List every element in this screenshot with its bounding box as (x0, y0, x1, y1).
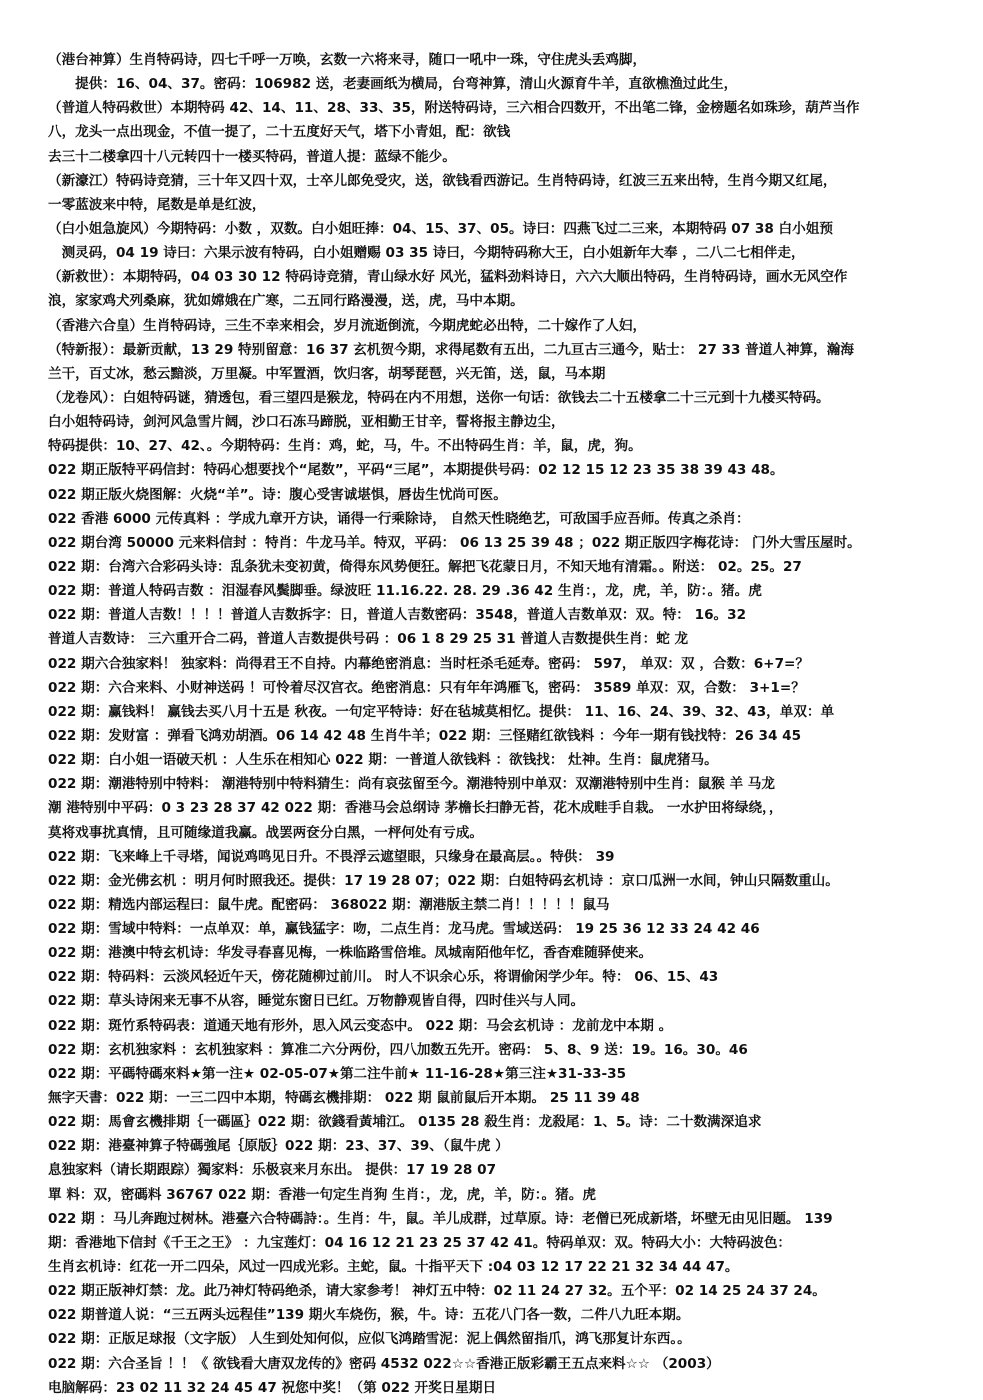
text-line: 022 期：平碼特碼來料★第一注★ 02-05-07★第二注牛前★ 11-16-28★第三注★31-33-35 (48, 1065, 627, 1082)
text-line: 022 期：斑竹系特码表：道通天地有形外，思入风云变态中。 022 期：马会玄机诗 ：龙前龙中本期 。 (48, 1017, 673, 1034)
text-line: 白小姐特码诗，剑河风急雪片阔，沙口石冻马蹄脱，亚相勤王甘辛，誓将报主静边尘， (48, 414, 565, 431)
text-line: 022 期台湾 50000 元来料信封 ：特肖：牛龙马羊。特双，平码： 06 13 25 39 48 ；022 期正版四字梅花诗： 门外大雪压屋时。 (48, 534, 861, 551)
text-line: 022 期：特码料：云淡风轻近午天，傍花随柳过前川。 时人不识余心乐，将谓偷闲学少年。特： 06、15、43 (48, 969, 719, 986)
text-line: 022 期：潮港特别中特料： 潮港特别中特料猜生：尚有哀弦留至今。潮港特别中单双：双潮港特别中生肖：鼠猴 羊 马龙 (48, 776, 775, 793)
text-line: 022 期：普道人吉数！！！！普道人吉数拆字：日，普道人吉数密码：3548，普道人吉数单双：双。特： 16。32 (48, 607, 747, 624)
text-line: 022 期：台湾六合彩码头诗：乱条犹未变初黄，倚得东风势便狂。解把飞花蒙日月，不知天地有清霜。。附送： 02。25。27 (48, 558, 802, 575)
text-line: 無字天書：022 期：一三二四中本期，特碼玄機排期： 022 期 鼠前鼠后开本期。 25 11 39 48 (48, 1090, 640, 1107)
text-line: 022 期：白小姐一语破天机 ：人生乐在相知心 022 期：一普道人欲钱料 ：欲钱找： 灶神。生肖：鼠虎猪马。 (48, 752, 718, 769)
text-line: 特码提供：10、27、42、。今期特码：生肖：鸡，蛇，马，牛。不出特码生肖：羊，鼠，虎，狗。 (48, 438, 642, 455)
text-line: 普道人吉数诗： 三六重开合二码，普道人吉数提供号码 ：06 1 8 29 25 31 普道人吉数提供生肖：蛇 龙 (48, 631, 689, 648)
text-line: 022 期：港澳中特玄机诗：华发寻春喜见梅，一株临路雪倍堆。凤城南陌他年忆，香杳难随驿使来。 (48, 945, 653, 962)
text-line: 022 期：六合来料、小财神送码 ！可怜着尽汉宫衣。绝密消息：只有年年鸿雁飞，密码： 3589 单双：双，合数： 3+1=？ (48, 679, 805, 696)
text-body (48, 48, 943, 1400)
text-line: 电脑解码：23 02 11 32 24 45 47 祝您中奖！（第 022 开奖日星期日 (48, 1379, 497, 1396)
text-line: 022 期：普道人特码吉数 ：泪湿春风鬓脚垂。绿波旺 11.16.22. 28. 29 .36 42 生肖：，龙，虎，羊，防：。猪。虎 (48, 583, 762, 600)
text-line: （港台神算）生肖特码诗，四七千呼一万唤，玄数一六将来寻，随口一吼中一珠，守住虎头丢鸡脚， (48, 52, 647, 68)
text-line: 浪，家家鸡犬列桑麻，犹如嫦娥在广寒，二五同行路漫漫，送，虎，马中本期。 (48, 293, 524, 310)
text-line: 022 期正版特平码信封：特码心想要找个“尾数”，平码“三尾”，本期提供号码：02 12 15 12 23 35 38 39 43 48。 (48, 462, 784, 479)
text-line: 生肖玄机诗：红花一开二四朵，风过一四成光彩。主蛇，鼠。十指平天下 :04 03 12 17 22 21 32 34 44 47。 (48, 1259, 739, 1276)
text-line: 八，龙头一点出现金，不值一提了，二十五度好天气，塔下小青姐，配：欲钱 (48, 124, 511, 141)
text-line: 022 期 ：马儿奔跑过树林。港臺六合特碼詩：。生肖：牛，鼠。羊儿成群，过草原。诗：老僧已死成新塔，坏壁无由见旧题。 139 (48, 1210, 833, 1227)
text-line: 022 期正版神灯禁：龙。此乃神灯特码绝杀，请大家参考！ 神灯五中特：02 11 24 27 32。五个平：02 14 25 24 37 24。 (48, 1283, 826, 1300)
text-line: 022 期：馬會玄機排期｛一碼區｝022 期：欲錢看黃埔江。 0135 28 殺生肖：龙殺尾：1、5。诗：二十数满深追求 (48, 1114, 762, 1131)
text-line: 022 期：雪域中特料：一点单双：单，赢钱猛字：吻，二点生肖：龙马虎。雪域送码： 19 25 36 12 33 24 42 46 (48, 921, 760, 938)
text-line: （白小姐急旋风）今期特码：小数 ，双数。白小姐旺捧：04、15、37、05。诗曰：四燕飞过二三来，本期特码 07 38 白小姐预 (48, 220, 833, 237)
text-line: 一零蓝波来中特，尾数是单是红波， (48, 196, 266, 213)
text-line: 提供：16、04、37。密码：106982 送，老妻画纸为横局，台弯神算，清山火源育牛羊，直欲樵渔过此生， (48, 76, 738, 93)
text-line: 期：香港地下信封《千王之王》 ：九宝莲灯：04 16 12 21 23 25 37 42 41。特码单双：双。特码大小：大特码波色： (48, 1234, 792, 1251)
text-line: 022 期：港臺神算子特碼強尾｛原版｝022 期：23、37、39、（鼠牛虎 ） (48, 1138, 509, 1155)
text-line: （新救世）：本期特码，04 03 30 12 特码诗竞猜，青山绿水好 风光，猛料劲料诗日，六六大顺出特码，生肖特码诗，画水无风空作 (48, 269, 848, 286)
text-line: 兰干，百丈冰，愁云黯淡，万里凝。中军置酒，饮归客，胡琴琵琶，兴无笛，送，鼠，马本期 (48, 365, 606, 382)
text-line: （龙卷风）：白姐特码谜，猜透包，看三望四是猴龙，特码在内不用想，送你一句话：欲钱去二十五楼拿二十三元到十九楼买特码。 (48, 389, 830, 406)
text-line: （香港六合皇）生肖特码诗，三生不幸来相会，岁月流逝倒流，今期虎蛇必出特，二十嫁作了人妇， (48, 317, 647, 334)
text-line: 息独家料（请长期跟踪）獨家料：乐极哀来月东出。 提供：17 19 28 07 (48, 1162, 497, 1179)
text-line: 测灵码，04 19 诗曰：六果示波有特码，白小姐赠赐 03 35 诗曰，今期特码称大王，白小姐新年大奉 ，二八二七相伴走， (48, 245, 805, 262)
text-line: 022 期：精选内部运程曰：鼠牛虎。配密码： 368022 期：潮港版主禁二肖！！！！！鼠马 (48, 896, 610, 913)
text-line: 潮 港特别中平码：0 3 23 28 37 42 022 期：香港马会总纲诗 茅檐长扫静无苔，花木成畦手自栽。 一水护田将绿绕，， (48, 800, 783, 817)
text-line: （新濠江）特码诗竞猜，三十年又四十双，士卒儿郎免受灾，送，欲钱看西游记。生肖特码诗，红波三五来出特，生肖今期又红尾， (48, 172, 837, 189)
text-line: 022 期：金光佛玄机 ：明月何时照我还。提供：17 19 28 07；022 期：白姐特码玄机诗 ：京口瓜洲一水间，钟山只隔数重山。 (48, 872, 839, 889)
text-line: （普道人特码救世）本期特码 42、14、11、28、33、35，附送特码诗，三六相合四数开，不出笔二锋，金榜题名如珠珍，葫芦当作 (48, 100, 860, 117)
text-line: 022 期普道人说：“三五两头远程佳”139 期火车烧伤，猴，牛。诗：五花八门各一数，二件八九旺本期。 (48, 1307, 690, 1324)
text-line: 022 期：正版足球报（文字版） 人生到处知何似，应似飞鸿踏雪泥：泥上偶然留指爪，鸿飞那复计东西。。 (48, 1331, 691, 1348)
text-line: 022 期：飞来峰上千寻塔，闻说鸡鸣见日升。不畏浮云遮望眼，只缘身在最高层。。特供： 39 (48, 848, 615, 865)
text-line: 022 期：发财富 ：弹看飞鸿劝胡酒。06 14 42 48 生肖牛羊；022 期：三怪赌红欲钱料 ：今年一期有钱找特：26 34 45 (48, 727, 802, 744)
text-line: 022 期正版火烧图解：火烧“羊”。诗：腹心受害诚堪惧，唇齿生忧尚可医。 (48, 486, 507, 503)
text-line: （特新报）：最新贡献，13 29 特别留意：16 37 玄机贺今期，求得尾数有五出，二九亘古三通今，贴士： 27 33 普道人神算，瀚海 (48, 341, 854, 358)
text-line: 022 香港 6000 元传真料 ：学成九章开方诀，诵得一行乘除诗， 自然天性晓绝艺，可敌国手应吾师。传真之杀肖： (48, 510, 750, 527)
text-line: 去三十二楼拿四十八元转四十一楼买特码，普道人提：蓝绿不能少。 (48, 148, 456, 165)
text-line: 單 料：双，密碼料 36767 022 期：香港一句定生肖狗 生肖：，龙，虎，羊，防：。猪。虎 (48, 1186, 596, 1203)
text-line: 022 期：玄机独家料 ：玄机独家料 ：算准二六分两份，四八加数五先开。密码： 5、8、9 送：19。16。30。46 (48, 1041, 748, 1058)
text-line: 022 期六合独家料！ 独家料：尚得君王不自持。内幕绝密消息：当时枉杀毛延寿。密码： 597， 单双：双 ，合数：6+7=？ (48, 655, 810, 672)
text-line: 022 期：赢钱料！ 赢钱去买八月十五是 秋夜。一句定平特诗：好在毡城莫相忆。提供： 11、16、24、39、32、43，单双：单 (48, 703, 835, 720)
text-line: 莫将戏事扰真情，且可随缘道我赢。战罢两奁分白黑，一枰何处有亏成。 (48, 824, 483, 841)
text-line: 022 期：六合圣旨 ！！《 欲钱看大唐双龙传的》密码 4532 022☆☆香港正版彩霸王五点来料☆☆ （2003） (48, 1355, 720, 1372)
text-line: 022 期：草头诗闲来无事不从容，睡觉东窗日已红。万物静观皆自得，四时佳兴与人同。 (48, 993, 585, 1010)
